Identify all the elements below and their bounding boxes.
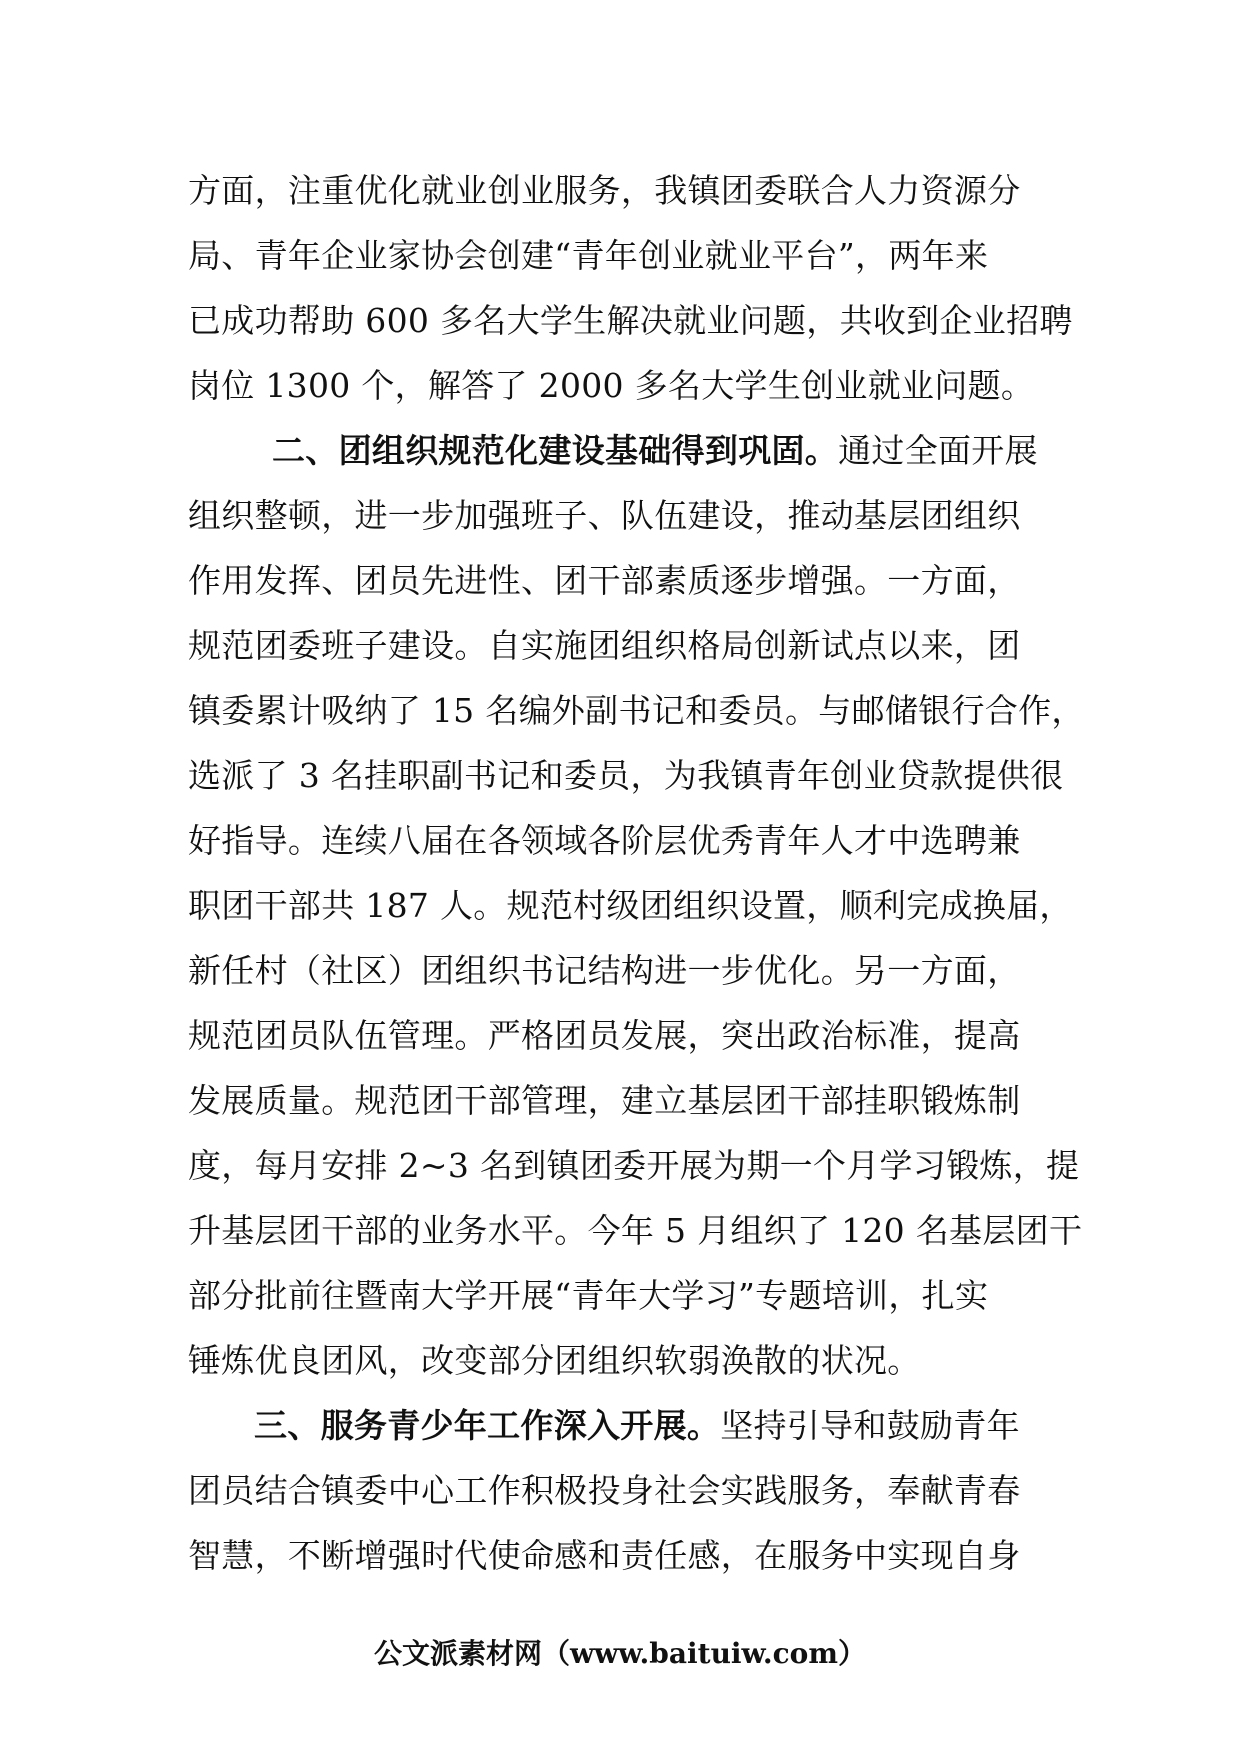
text-line: 部分批前往暨南大学开展“青年大学习”专题培训，扎实 [188,1276,989,1315]
text-line: 局、青年企业家协会创建“青年创业就业平台”，两年来 [188,236,989,275]
text-line: 锤炼优良团风，改变部分团组织软弱涣散的状况。 [188,1341,921,1380]
section-text: 通过全面开展 [838,431,1038,470]
text-line: 好指导。连续八届在各领域各阶层优秀青年人才中选聘兼 [188,821,1021,860]
text-line: 选派了 3 名挂职副书记和委员，为我镇青年创业贷款提供很 [188,756,1064,795]
text-line: 规范团员队伍管理。严格团员发展，突出政治标准，提高 [188,1016,1021,1055]
text-line: 团员结合镇委中心工作积极投身社会实践服务，奉献青春 [188,1471,1021,1510]
text-line: 智慧，不断增强时代使命感和责任感，在服务中实现自身 [188,1536,1021,1575]
text-line: 职团干部共 187 人。规范村级团组织设置，顺利完成换届， [188,886,1073,925]
text-line: 度，每月安排 2~3 名到镇团委开展为期一个月学习锻炼，提 [188,1146,1080,1185]
document-body [188,158,1085,1588]
section-heading-line [188,1393,1078,1458]
text-line: 组织整顿，进一步加强班子、队伍建设，推动基层团组织 [188,496,1021,535]
footer-watermark: 公文派素材网（www.baituiw.com） [374,1637,866,1670]
text-line: 规范团委班子建设。自实施团组织格局创新试点以来，团 [188,626,1021,665]
text-line: 升基层团干部的业务水平。今年 5 月组织了 120 名基层团干 [188,1211,1083,1250]
text-line: 发展质量。规范团干部管理，建立基层团干部挂职锻炼制 [188,1081,1021,1120]
text-line: 镇委累计吸纳了 15 名编外副书记和委员。与邮储银行合作， [188,691,1085,730]
text-line: 方面，注重优化就业创业服务，我镇团委联合人力资源分 [188,171,1021,210]
text-line: 作用发挥、团员先进性、团干部素质逐步增强。一方面， [188,561,1021,600]
section-heading: 二、团组织规范化建设基础得到巩固。 [272,431,839,470]
text-line: 已成功帮助 600 多名大学生解决就业问题，共收到企业招聘 [188,301,1073,340]
section-text: 坚持引导和鼓励青年 [720,1406,1020,1445]
text-line: 岗位 1300 个，解答了 2000 多名大学生创业就业问题。 [188,366,1035,405]
section-heading: 三、服务青少年工作深入开展。 [254,1406,721,1445]
text-line: 新任村（社区）团组织书记结构进一步优化。另一方面， [188,951,1021,990]
section-heading-line [188,418,1078,483]
